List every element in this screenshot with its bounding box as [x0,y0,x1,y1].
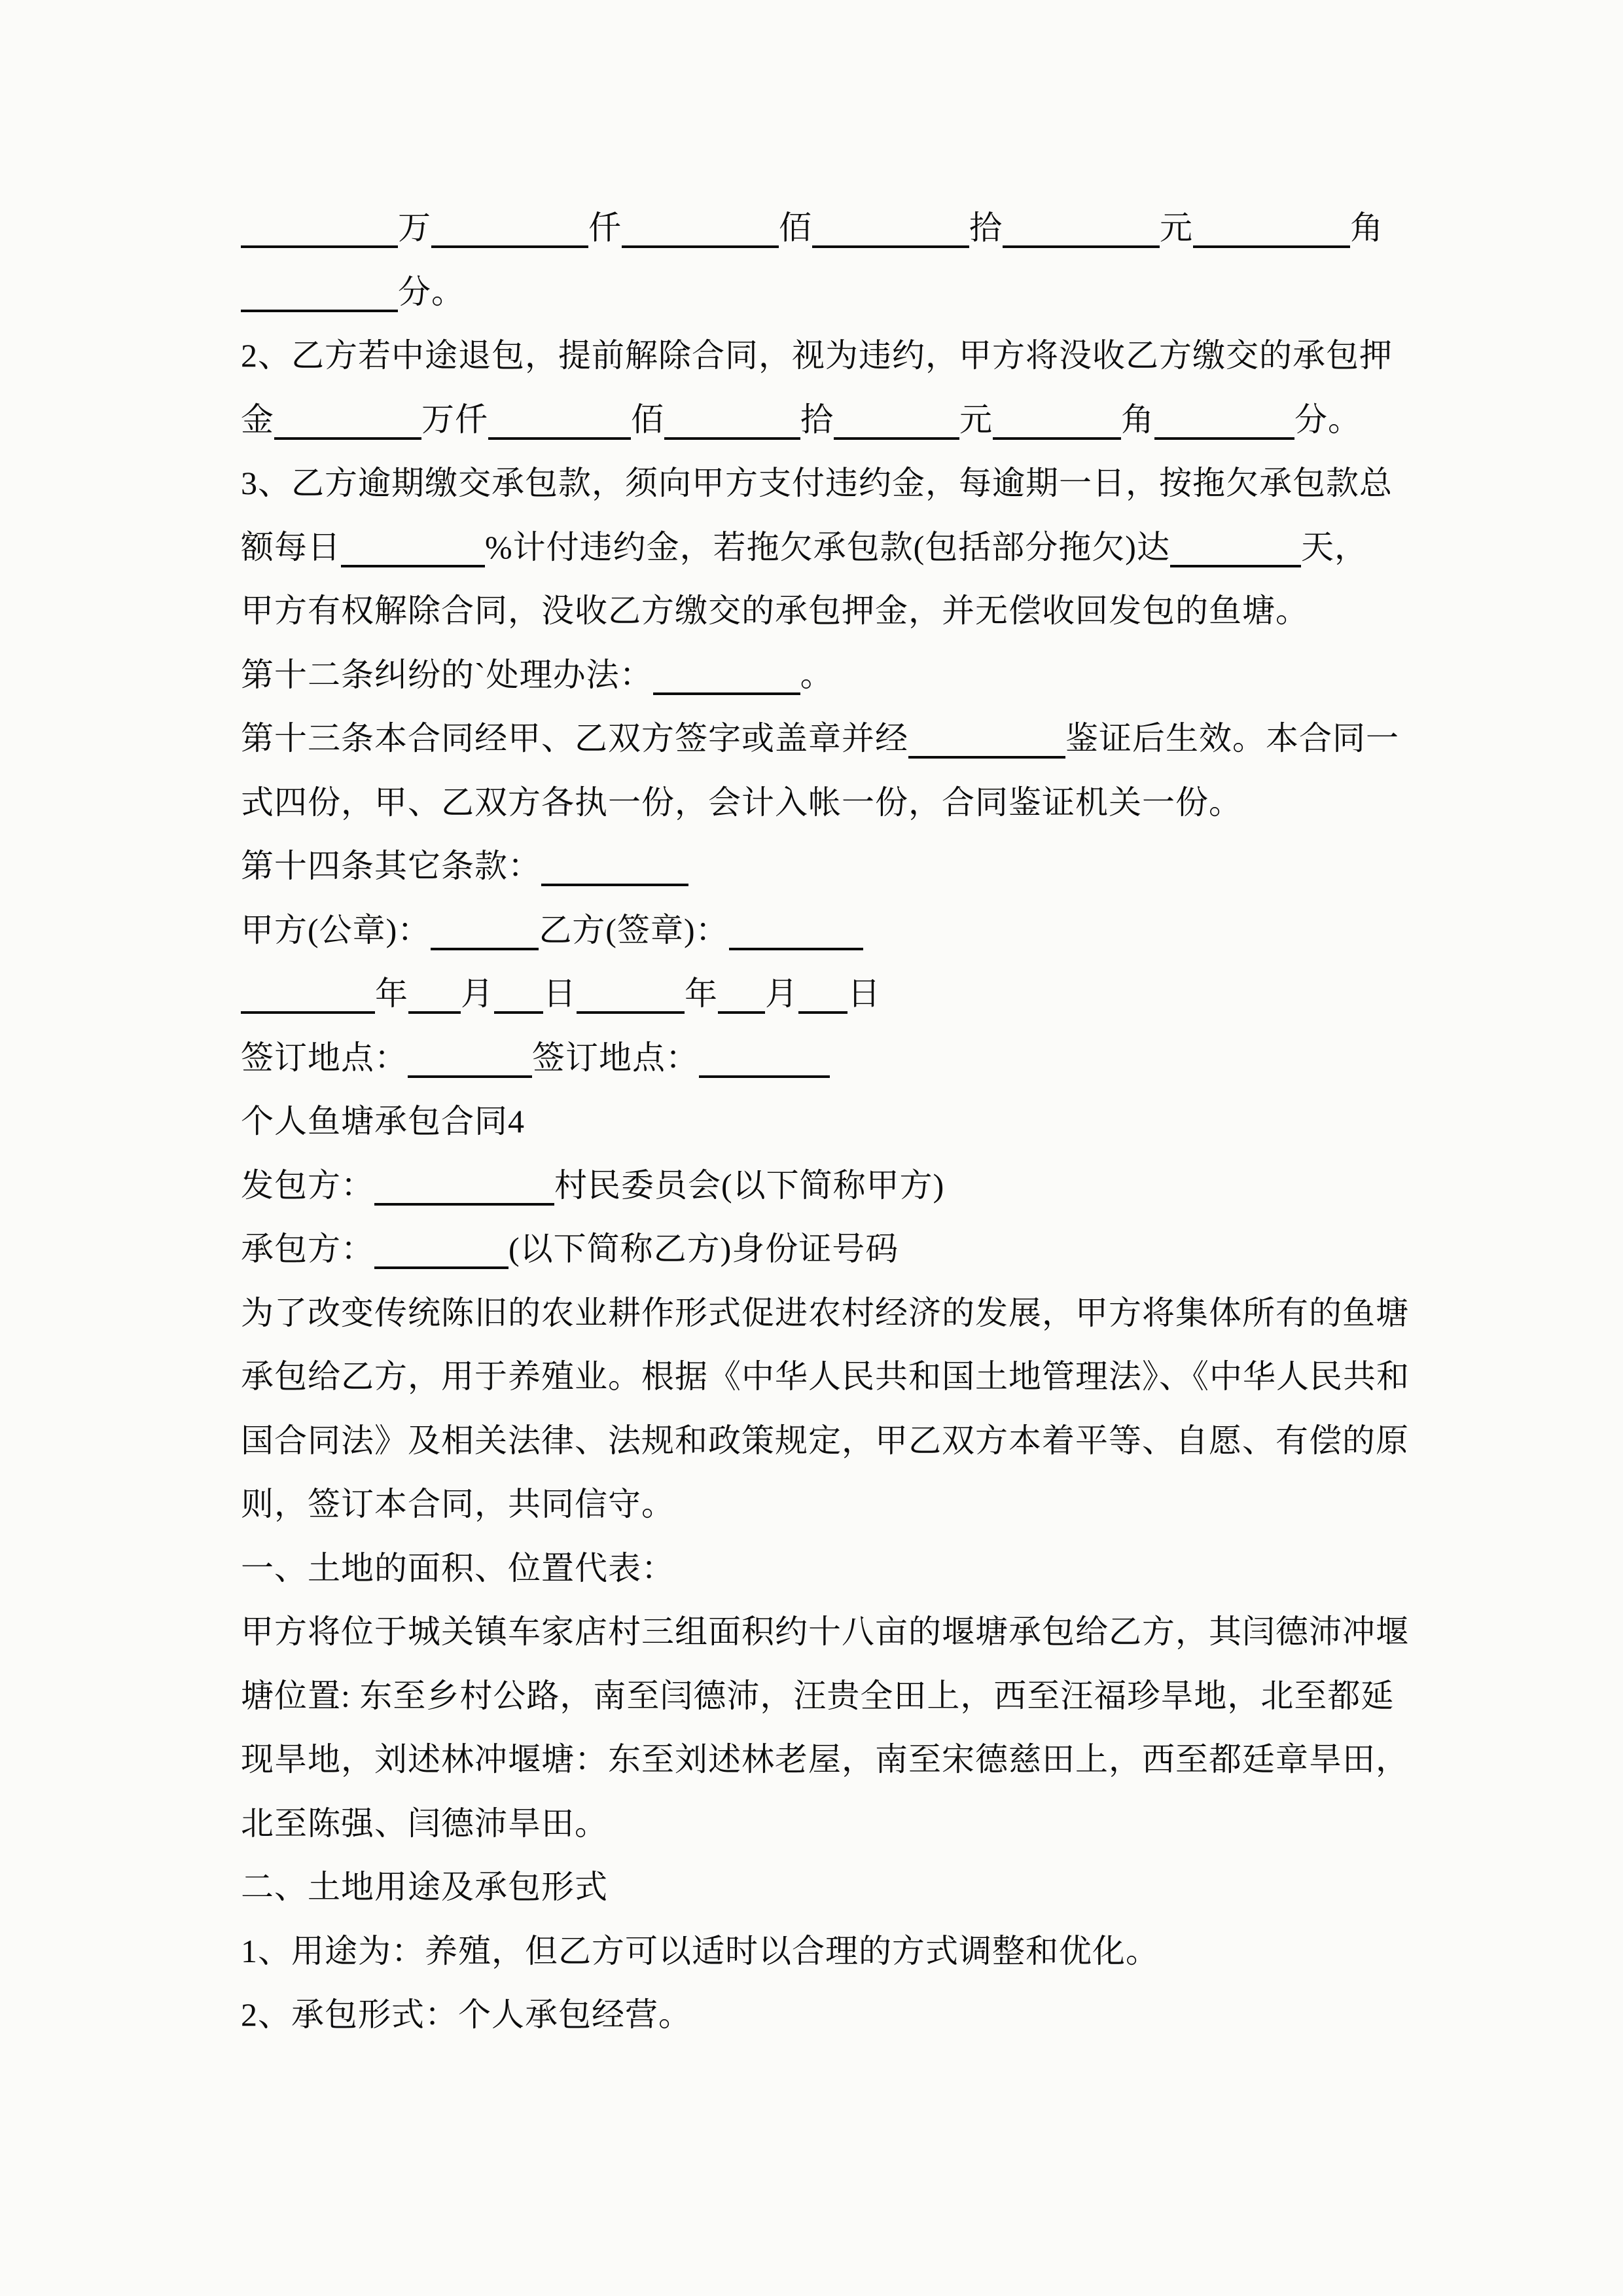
fill-in-blank [431,245,588,248]
text-run: %计付违约金，若拖欠承包款(包括部分拖欠)达 [485,528,1170,565]
text-run: 2、乙方若中途退包，提前解除合同，视为违约，甲方将没收乙方缴交的承包押 [241,337,1393,374]
text-run: 现旱地，刘述林冲堰塘：东至刘述林老屋，南至宋德慈田上，西至都廷章旱田， [241,1741,1409,1778]
fill-in-blank [577,1011,685,1014]
document-line-10 [241,771,1425,835]
text-run: 北至陈强、闫德沛旱田。 [241,1804,608,1842]
fill-in-blank [341,565,485,567]
fill-in-blank [908,756,1065,759]
fill-in-blank [812,245,969,248]
document-line-13 [241,962,1425,1026]
text-run: 塘位置: 东至乡村公路，南至闫德沛，汪贵全田上，西至汪福珍旱地，北至都延 [241,1677,1395,1714]
text-run: 年 [375,975,408,1012]
document-line-12 [241,899,1425,963]
fill-in-blank [718,1011,765,1014]
text-run: 2、承包形式：个人承包经营。 [241,1996,692,2033]
fill-in-blank [241,245,398,248]
document-line-20 [241,1409,1425,1473]
text-run: 甲方将位于城关镇车家店村三组面积约十八亩的堰塘承包给乙方，其闫德沛冲堰 [241,1613,1409,1650]
fill-in-blank [1154,437,1294,440]
fill-in-blank [1170,565,1301,567]
text-run: 第十二条纠纷的`处理办法： [241,656,653,693]
text-run: 角 [1121,401,1154,438]
document-line-14 [241,1026,1425,1090]
text-run: 乙方(签章)： [539,911,729,948]
document-line-21 [241,1473,1425,1537]
text-run: 村民委员会(以下简称甲方) [554,1166,945,1204]
fill-in-blank [431,948,539,950]
document-line-15 [241,1090,1425,1154]
text-run: 仟 [588,209,622,246]
document-line-22 [241,1537,1425,1601]
text-run: 分。 [1294,401,1361,438]
text-run: 国合同法》及相关法律、法规和政策规定，甲乙双方本着平等、自愿、有偿的原 [241,1422,1409,1459]
document-line-3 [241,324,1425,388]
text-run: 万 [398,209,431,246]
fill-in-blank [241,1011,375,1014]
document-line-11 [241,834,1425,899]
text-run: 发包方： [241,1166,374,1204]
document-line-29 [241,1983,1425,2047]
text-run: 3、乙方逾期缴交承包款，须向甲方支付违约金，每逾期一日，按拖欠承包款总 [241,465,1393,501]
text-run: 承包方： [241,1230,374,1267]
fill-in-blank [664,437,800,440]
text-run: 天， [1300,528,1368,565]
text-run: 签订地点： [532,1039,699,1076]
fill-in-blank [653,692,800,695]
document-line-23 [241,1600,1425,1664]
fill-in-blank [1193,245,1350,248]
text-run: 第十三条本合同经甲、乙双方签字或盖章并经 [241,720,908,757]
fill-in-blank [622,245,779,248]
text-run: 元 [1160,209,1193,246]
fill-in-blank [834,437,959,440]
text-run: 日 [847,975,881,1012]
document-line-16 [241,1154,1425,1218]
document-line-2 [241,260,1425,325]
document-line-24 [241,1664,1425,1729]
text-run: 拾 [800,401,834,438]
text-run: 拾 [969,209,1003,246]
document-line-27 [241,1856,1425,1920]
text-run: 月 [765,975,798,1012]
text-run: 元 [959,401,993,438]
text-run: 1、用途为：养殖，但乙方可以适时以合理的方式调整和优化。 [241,1932,1159,1969]
fill-in-blank [374,1266,508,1269]
text-run: 佰 [779,209,812,246]
text-run: 年 [685,975,718,1012]
fill-in-blank [541,884,688,886]
text-run: 万仟 [421,401,488,438]
text-run: 日 [543,975,577,1012]
text-run: 式四份，甲、乙双方各执一份，会计入帐一份，合同鉴证机关一份。 [241,783,1242,821]
fill-in-blank [374,1203,554,1206]
text-run: 月 [461,975,494,1012]
text-run: 则，签订本合同，共同信守。 [241,1486,675,1522]
document-line-6 [241,516,1425,580]
text-run: 承包给乙方，用于养殖业。根据《中华人民共和国土地管理法》、《中华人民共和 [241,1358,1410,1395]
fill-in-blank [798,1011,847,1014]
document-line-8 [241,643,1425,708]
document-line-25 [241,1728,1425,1792]
document-line-28 [241,1920,1425,1984]
text-run: 。 [800,656,834,693]
fill-in-blank [488,437,631,440]
text-run: 佰 [631,401,664,438]
text-run: 甲方(公章)： [241,911,431,948]
document-content [241,196,1425,2047]
document-line-17 [241,1217,1425,1282]
document-line-1 [241,196,1425,260]
fill-in-blank [408,1011,461,1014]
text-run: 甲方有权解除合同，没收乙方缴交的承包押金，并无偿收回发包的鱼塘。 [241,592,1309,629]
document-line-9 [241,707,1425,771]
fill-in-blank [274,437,421,440]
document-line-26 [241,1792,1425,1856]
fill-in-blank [494,1011,543,1014]
text-run: 角 [1350,209,1383,246]
document-line-18 [241,1282,1425,1346]
fill-in-blank [241,310,398,312]
text-run: 为了改变传统陈旧的农业耕作形式促进农村经济的发展，甲方将集体所有的鱼塘 [241,1294,1409,1331]
fill-in-blank [1003,245,1160,248]
text-run: 一、土地的面积、位置代表： [241,1549,675,1587]
document-line-5 [241,452,1425,516]
document-line-7 [241,579,1425,643]
fill-in-blank [699,1075,830,1078]
text-run: 鉴证后生效。本合同一 [1065,720,1399,757]
text-run: 签订地点： [241,1039,408,1076]
fill-in-blank [993,437,1121,440]
text-run: 第十四条其它条款： [241,848,541,884]
text-run: 分。 [398,273,465,310]
fill-in-blank [408,1075,532,1078]
text-run: 额每日 [241,528,341,565]
document-line-19 [241,1345,1425,1409]
text-run: 二、土地用途及承包形式 [241,1869,608,1905]
text-run: (以下简称乙方)身份证号码 [508,1230,899,1267]
fill-in-blank [729,948,863,950]
text-run: 个人鱼塘承包合同4 [241,1103,525,1139]
document-line-4 [241,388,1425,452]
text-run: 金 [241,401,274,438]
